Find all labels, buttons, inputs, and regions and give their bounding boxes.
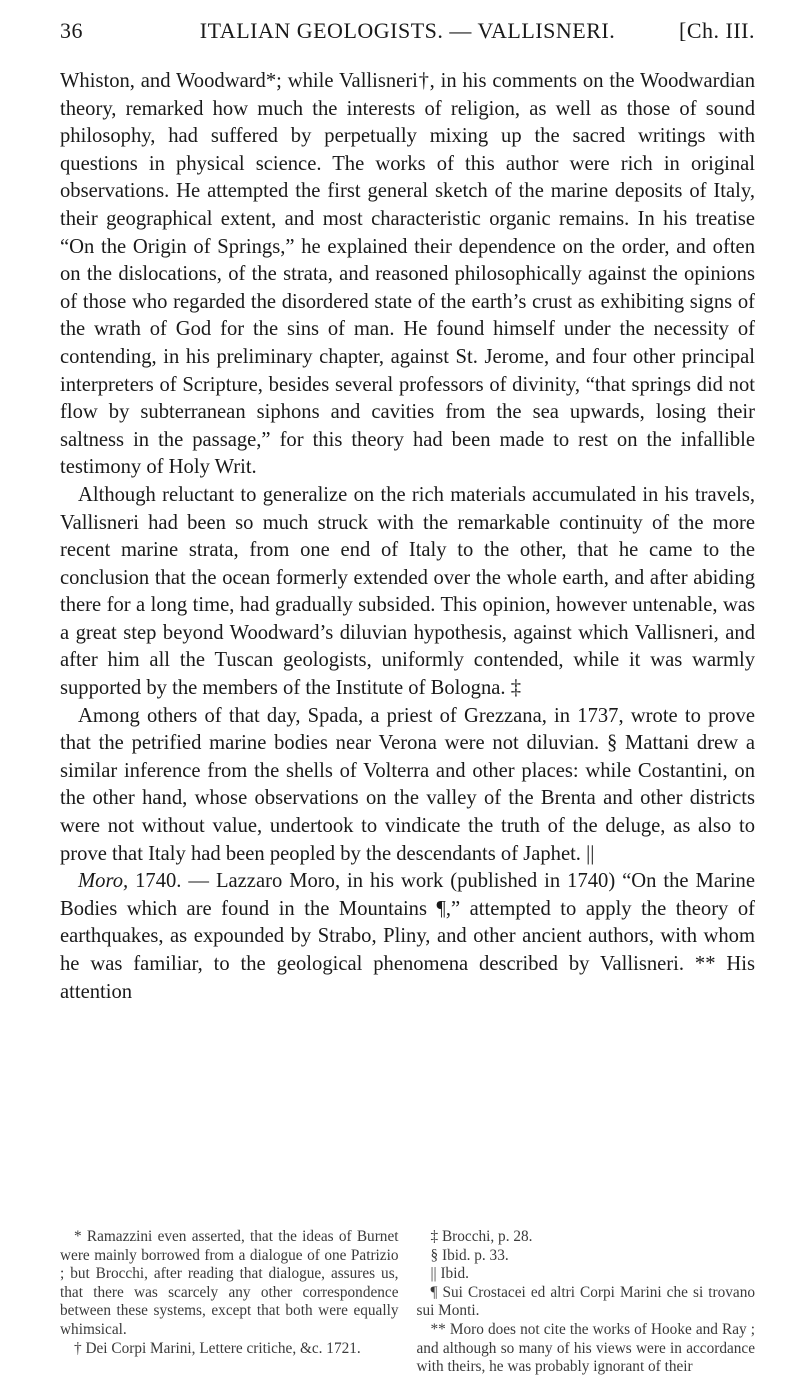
paragraph-3: Among others of that day, Spada, a priest of Grezzana, in 1737, wrote to prove that the petrified marine bodies near Verona were not diluvian. § Mattani drew a similar inference from the shells of Volterra and other places: while Costantini, on the other hand, whose observations on the valley of the Brenta and other districts were not without value, undertook to vindicate the truth of the deluge, as also to prove that Italy had been peopled by the descendants of Japhet. ||	[60, 704, 755, 865]
body-text	[60, 68, 755, 1006]
running-title: ITALIAN GEOLOGISTS. — VALLISNERI.	[199, 18, 616, 43]
footnote: ** Moro does not cite the works of Hooke and Ray ; and although so many of his views were in accordance with theirs, he was probably ignorant of their	[416, 1320, 755, 1376]
footnote: ¶ Sui Crostacei ed altri Corpi Marini che si trovano sui Monti.	[416, 1283, 755, 1320]
footnote: § Ibid. p. 33.	[430, 1246, 509, 1264]
page-number: 36	[60, 18, 83, 43]
footnote: * Ramazzini even asserted, that the ideas of Burnet were mainly borrowed from a dialogue of one Patrizio ; but Brocchi, after reading that dialogue, assures us, that there was scarcely any other correspondence between these systems, except that both were equally whimsical.	[60, 1228, 399, 1338]
footnote: ‡ Brocchi, p. 28.	[430, 1228, 533, 1245]
chapter-marker: [Ch. III.	[679, 18, 755, 43]
paragraph-1: Whiston, and Woodward*; while Vallisneri†, in his comments on the Woodwardian theory, remarked how much the interests of religion, as well as those of sound philosophy, had suffered by perpetually mixing up the sacred writings with questions in physical science. The works of this author were rich in original observations. He attempted the first general sketch of the marine deposits of Italy, their geographical extent, and most characteristic organic remains. In his treatise “On the Origin of Springs,” he explained their dependence on the order, and often on the dislocations, of the strata, and reasoned philosophically against the opinions of those who regarded the disordered state of the earth’s crust as exhibiting signs of the wrath of God for the sins of man. He found himself under the necessity of contending, in his preliminary chapter, against St. Jerome, and four other principal interpreters of Scripture, besides several professors of divinity, “that springs did not flow by subterranean siphons and cavities from the sea upwards, losing their saltness in the passage,” for this theory had been made to rest on the infallible testimony of Holy Writ.	[60, 70, 755, 479]
paragraph-4	[60, 868, 755, 1006]
paragraph-2: Although reluctant to generalize on the rich materials accumulated in his travels, Vallisneri had been so much struck with the remarkable continuity of the more recent marine strata, from one end of Italy to the other, that he came to the conclusion that the ocean formerly extended over the whole earth, and after abiding there for a long time, had gradually subsided. This opinion, however untenable, was a great step beyond Woodward’s diluvian hypothesis, against which Vallisneri, and after him all the Tuscan geologists, uniformly contended, while it was warmly supported by the members of the Institute of Bologna. ‡	[60, 483, 755, 700]
side-heading: Moro,	[78, 870, 129, 893]
footnotes-left-column	[60, 1228, 399, 1377]
footnote: † Dei Corpi Marini, Lettere critiche, &c. 1721.	[74, 1339, 361, 1357]
footnote: || Ibid.	[430, 1265, 469, 1283]
footnotes	[60, 1228, 755, 1377]
page-header	[60, 18, 755, 48]
footnotes-right-column	[417, 1228, 756, 1377]
paragraph-4-text: 1740. — Lazzaro Moro, in his work (published in 1740) “On the Marine Bodies which are found in the Mountains ¶,” attempted to apply the theory of earthquakes, as expounded by Strabo, Pliny, and other ancient authors, with whom he was familiar, to the geological phenomena described by Vallisneri. ** His attention	[60, 870, 755, 1003]
